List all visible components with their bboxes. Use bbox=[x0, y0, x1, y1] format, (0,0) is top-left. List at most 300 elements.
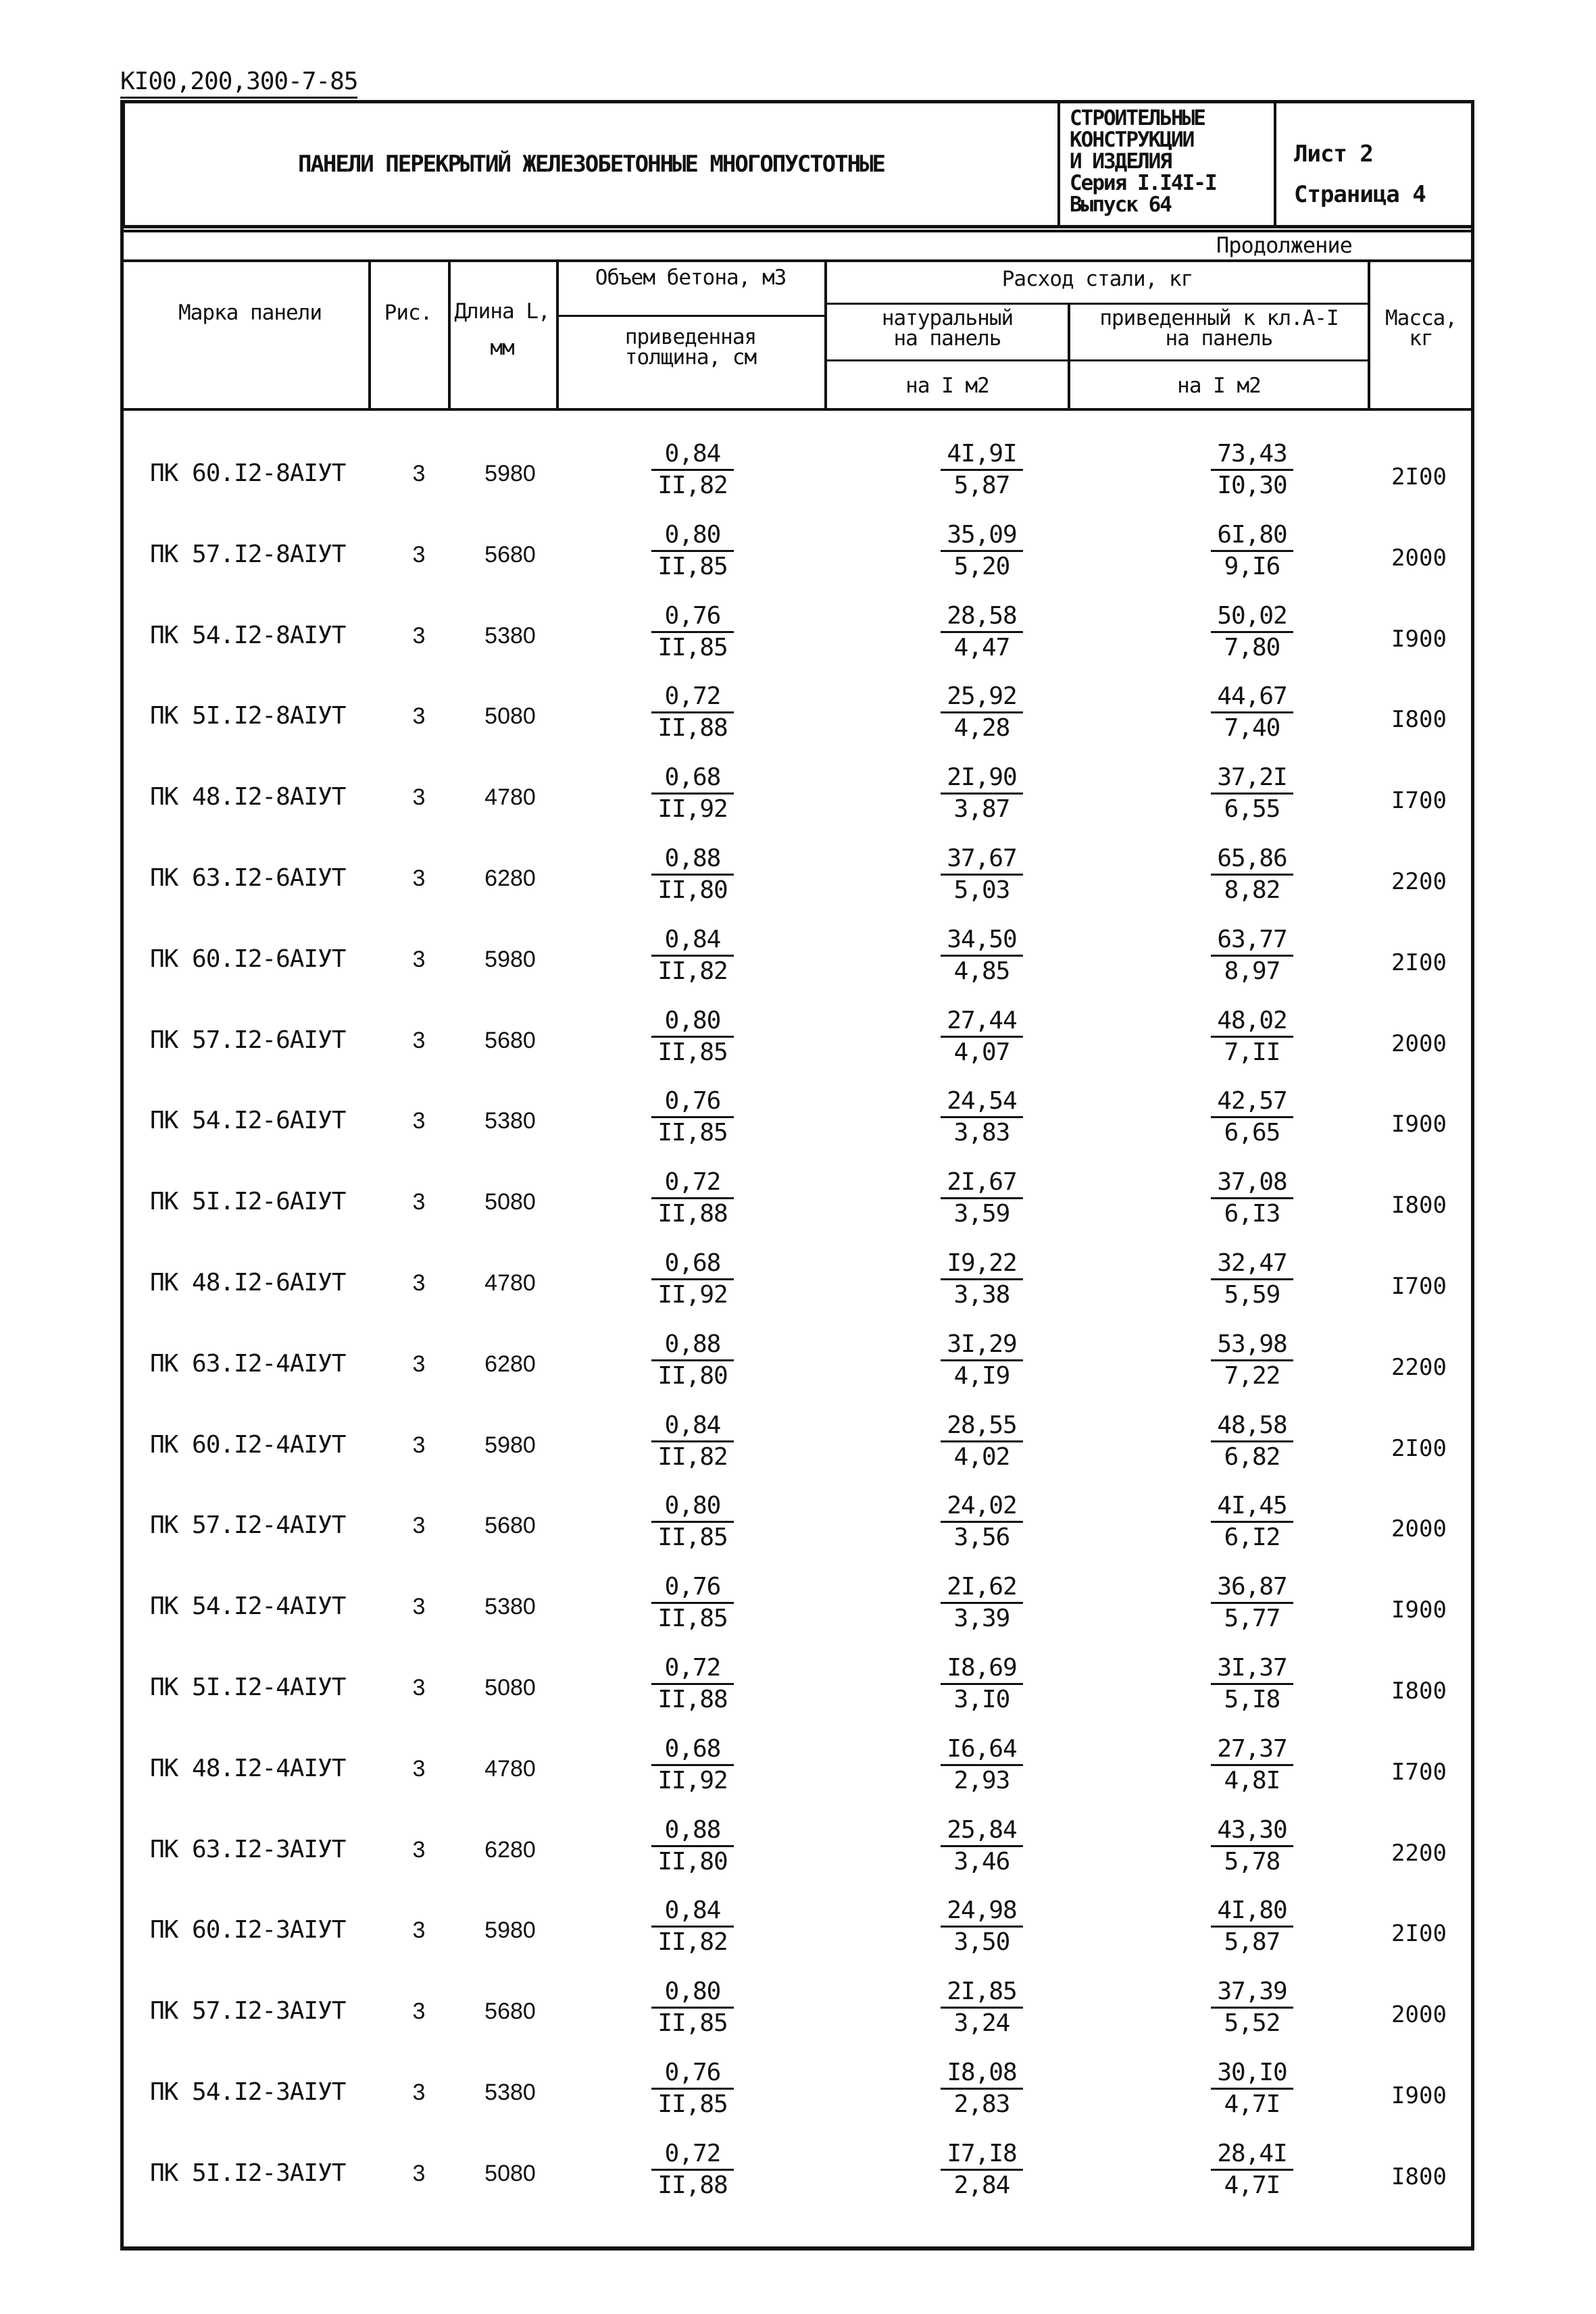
steel-reduced-numerator: 63,77 bbox=[1217, 926, 1287, 953]
steel-reduced-numerator: 27,37 bbox=[1217, 1735, 1287, 1763]
steel-reduced-numerator: 4I,45 bbox=[1217, 1492, 1287, 1519]
figure-number: 3 bbox=[412, 784, 426, 810]
steel-reduced-denominator: 5,87 bbox=[1224, 1928, 1280, 1956]
steel-natural-denominator: 2,93 bbox=[953, 1767, 1010, 1794]
steel-natural-denominator: 3,I0 bbox=[953, 1686, 1010, 1713]
table-row bbox=[122, 1086, 1474, 1161]
figure-number: 3 bbox=[412, 1108, 426, 1134]
steel-reduced-denominator: 4,7I bbox=[1224, 2090, 1280, 2118]
steel-reduced-numerator: 37,39 bbox=[1217, 1978, 1287, 2005]
steel-reduced-denominator: 4,7I bbox=[1224, 2171, 1280, 2199]
concrete-volume-denominator: II,82 bbox=[657, 1928, 728, 1956]
steel-natural-numerator: 28,58 bbox=[947, 602, 1017, 630]
panel-mass: 2000 bbox=[1391, 1030, 1447, 1057]
figure-number: 3 bbox=[412, 623, 426, 649]
table-row bbox=[122, 1491, 1474, 1565]
steel-reduced-denominator: 7,80 bbox=[1224, 634, 1280, 661]
concrete-volume-numerator: 0,80 bbox=[664, 1978, 721, 2005]
steel-natural-numerator: 2I,62 bbox=[947, 1573, 1017, 1601]
concrete-volume-denominator: II,85 bbox=[657, 2009, 728, 2037]
figure-number: 3 bbox=[412, 1351, 426, 1377]
concrete-volume-denominator: II,85 bbox=[657, 1038, 728, 1066]
steel-natural-numerator: 35,09 bbox=[947, 521, 1017, 549]
concrete-volume bbox=[649, 1249, 737, 1310]
steel-reduced bbox=[1208, 1491, 1296, 1553]
concrete-volume-denominator: II,82 bbox=[657, 957, 728, 985]
concrete-volume-denominator: II,92 bbox=[657, 1767, 728, 1794]
concrete-volume bbox=[649, 1653, 737, 1715]
figure-number: 3 bbox=[412, 461, 426, 486]
concrete-volume-denominator: II,85 bbox=[657, 1524, 728, 1551]
table-row bbox=[122, 1815, 1474, 1890]
panel-mark: ПК 63.I2-4АIУТ bbox=[150, 1350, 346, 1378]
table-row bbox=[122, 1977, 1474, 2051]
steel-reduced-denominator: 5,78 bbox=[1224, 1848, 1280, 1876]
header-length-unit: мм bbox=[490, 336, 514, 360]
figure-number: 3 bbox=[412, 542, 426, 568]
concrete-volume-numerator: 0,72 bbox=[664, 1654, 721, 1682]
steel-natural-denominator: 4,28 bbox=[953, 714, 1010, 742]
concrete-volume bbox=[649, 925, 737, 986]
panel-mass: 2I00 bbox=[1391, 949, 1447, 976]
steel-natural bbox=[938, 682, 1026, 743]
steel-reduced-numerator: 50,02 bbox=[1217, 602, 1287, 630]
concrete-volume-denominator: II,85 bbox=[657, 553, 728, 580]
concrete-volume bbox=[649, 1896, 737, 1957]
steel-natural-numerator: 25,92 bbox=[947, 682, 1017, 710]
concrete-volume-numerator: 0,88 bbox=[664, 1816, 721, 1844]
steel-reduced-numerator: 32,47 bbox=[1217, 1249, 1287, 1277]
steel-reduced bbox=[1208, 1734, 1296, 1796]
steel-reduced-numerator: 44,67 bbox=[1217, 682, 1287, 710]
steel-reduced-numerator: 30,I0 bbox=[1217, 2059, 1287, 2086]
steel-reduced bbox=[1208, 2139, 1296, 2200]
header-bottom-rule bbox=[122, 408, 1474, 411]
header-rule bbox=[557, 315, 824, 317]
steel-natural bbox=[938, 844, 1026, 905]
header-length: Длина L, bbox=[454, 299, 550, 324]
header-rule bbox=[826, 359, 1368, 361]
header-reduced: приведенный к кл.А-I bbox=[1099, 306, 1339, 330]
table-row bbox=[122, 682, 1474, 756]
steel-reduced-numerator: 28,4I bbox=[1217, 2140, 1287, 2167]
concrete-volume-numerator: 0,84 bbox=[664, 440, 721, 468]
steel-reduced-numerator: 53,98 bbox=[1217, 1330, 1287, 1358]
header-rule bbox=[826, 303, 1368, 305]
panel-mass: 2200 bbox=[1391, 868, 1447, 895]
steel-natural-numerator: I9,22 bbox=[947, 1249, 1017, 1277]
panel-mark: ПК 63.I2-3АIУТ bbox=[150, 1836, 346, 1863]
steel-reduced-numerator: 36,87 bbox=[1217, 1573, 1287, 1601]
concrete-volume-numerator: 0,76 bbox=[664, 1573, 721, 1601]
figure-number: 3 bbox=[412, 1432, 426, 1458]
steel-reduced bbox=[1208, 1572, 1296, 1634]
concrete-volume-denominator: II,85 bbox=[657, 1605, 728, 1632]
steel-natural-numerator: 24,54 bbox=[947, 1087, 1017, 1115]
steel-reduced-denominator: 5,I8 bbox=[1224, 1686, 1280, 1713]
concrete-volume bbox=[649, 2058, 737, 2119]
panel-mass: 2I00 bbox=[1391, 1435, 1447, 1462]
concrete-volume bbox=[649, 1491, 737, 1553]
steel-reduced-denominator: 6,I3 bbox=[1224, 1200, 1280, 1228]
panel-length: 5380 bbox=[484, 1594, 536, 1619]
header-steel: Расход стали, кг bbox=[1001, 267, 1193, 291]
panel-mark: ПК 48.I2-6АIУТ bbox=[150, 1269, 346, 1297]
concrete-volume bbox=[649, 1086, 737, 1148]
steel-reduced-numerator: 3I,37 bbox=[1217, 1654, 1287, 1682]
steel-reduced bbox=[1208, 520, 1296, 582]
steel-reduced-numerator: 65,86 bbox=[1217, 845, 1287, 872]
panel-length: 5680 bbox=[484, 1998, 536, 2024]
table-row bbox=[122, 763, 1474, 837]
concrete-volume bbox=[649, 1411, 737, 1472]
panel-mass: I900 bbox=[1391, 1596, 1447, 1624]
steel-natural-denominator: 3,83 bbox=[953, 1119, 1010, 1147]
concrete-volume-denominator: II,92 bbox=[657, 795, 728, 823]
steel-natural bbox=[938, 520, 1026, 582]
steel-reduced-denominator: I0,30 bbox=[1217, 472, 1287, 499]
figure-number: 3 bbox=[412, 2080, 426, 2105]
steel-natural bbox=[938, 1977, 1026, 2038]
panel-mark: ПК 60.I2-4АIУТ bbox=[150, 1431, 346, 1459]
steel-natural-numerator: 34,50 bbox=[947, 926, 1017, 953]
concrete-volume bbox=[649, 844, 737, 905]
series-line: КОНСТРУКЦИИ bbox=[1070, 128, 1194, 152]
steel-natural-numerator: 37,67 bbox=[947, 845, 1017, 872]
panel-mass: I700 bbox=[1391, 1759, 1447, 1786]
page-number: Страница 4 bbox=[1294, 181, 1426, 208]
steel-natural bbox=[938, 1572, 1026, 1634]
panel-mass: 2200 bbox=[1391, 1354, 1447, 1381]
steel-reduced-denominator: 8,97 bbox=[1224, 957, 1280, 985]
steel-natural-denominator: 3,39 bbox=[953, 1605, 1010, 1632]
steel-reduced bbox=[1208, 1411, 1296, 1472]
steel-natural bbox=[938, 2058, 1026, 2119]
figure-number: 3 bbox=[412, 1917, 426, 1943]
panel-mark: ПК 5I.I2-8АIУТ bbox=[150, 702, 346, 730]
panel-mark: ПК 5I.I2-4АIУТ bbox=[150, 1674, 346, 1701]
concrete-volume-numerator: 0,80 bbox=[664, 1492, 721, 1519]
concrete-volume-numerator: 0,84 bbox=[664, 1896, 721, 1924]
steel-natural-numerator: 4I,9I bbox=[947, 440, 1017, 468]
steel-reduced bbox=[1208, 1977, 1296, 2038]
steel-natural-denominator: 3,50 bbox=[953, 1928, 1010, 1956]
panel-mark: ПК 5I.I2-6АIУТ bbox=[150, 1188, 346, 1215]
panel-mass: 2000 bbox=[1391, 2001, 1447, 2028]
concrete-volume-numerator: 0,72 bbox=[664, 1168, 721, 1196]
steel-reduced-denominator: 7,22 bbox=[1224, 1362, 1280, 1390]
steel-natural bbox=[938, 1815, 1026, 1877]
column-divider bbox=[448, 261, 451, 409]
panel-mark: ПК 54.I2-3АIУТ bbox=[150, 2078, 346, 2106]
figure-number: 3 bbox=[412, 1270, 426, 1296]
sheet-info bbox=[1294, 134, 1426, 215]
steel-reduced bbox=[1208, 1330, 1296, 1391]
steel-reduced bbox=[1208, 1815, 1296, 1877]
steel-reduced-denominator: 4,8I bbox=[1224, 1767, 1280, 1794]
table-row bbox=[122, 1330, 1474, 1404]
steel-natural-numerator: 2I,67 bbox=[947, 1168, 1017, 1196]
panel-mass: I800 bbox=[1391, 2163, 1447, 2190]
concrete-volume-denominator: II,85 bbox=[657, 1119, 728, 1147]
panel-mass: I800 bbox=[1391, 706, 1447, 733]
steel-reduced bbox=[1208, 439, 1296, 501]
steel-reduced-denominator: 6,I2 bbox=[1224, 1524, 1280, 1551]
steel-natural-denominator: 4,85 bbox=[953, 957, 1010, 985]
steel-reduced-denominator: 7,40 bbox=[1224, 714, 1280, 742]
concrete-volume-numerator: 0,68 bbox=[664, 1735, 721, 1763]
panel-mass: 2200 bbox=[1391, 1840, 1447, 1867]
table-row bbox=[122, 2139, 1474, 2213]
concrete-volume bbox=[649, 1006, 737, 1067]
panel-mass: I800 bbox=[1391, 1192, 1447, 1219]
figure-number: 3 bbox=[412, 703, 426, 729]
steel-natural-numerator: I6,64 bbox=[947, 1735, 1017, 1763]
figure-number: 3 bbox=[412, 1594, 426, 1619]
panel-length: 5980 bbox=[484, 461, 536, 486]
continuation-label: Продолжение bbox=[1216, 232, 1352, 258]
steel-natural-denominator: 4,02 bbox=[953, 1443, 1010, 1471]
concrete-volume bbox=[649, 763, 737, 824]
steel-natural-numerator: 24,98 bbox=[947, 1896, 1017, 1924]
concrete-volume-denominator: II,88 bbox=[657, 714, 728, 742]
panel-length: 4780 bbox=[484, 1756, 536, 1782]
concrete-volume bbox=[649, 1167, 737, 1229]
panel-mass: 2I00 bbox=[1391, 1920, 1447, 1947]
header-natural: натуральный bbox=[881, 306, 1014, 330]
figure-number: 3 bbox=[412, 2161, 426, 2186]
figure-number: 3 bbox=[412, 1756, 426, 1782]
steel-reduced bbox=[1208, 601, 1296, 663]
concrete-volume-numerator: 0,84 bbox=[664, 1411, 721, 1439]
table-row bbox=[122, 1653, 1474, 1728]
panel-mark: ПК 48.I2-8АIУТ bbox=[150, 783, 346, 811]
panel-mark: ПК 60.I2-3АIУТ bbox=[150, 1916, 346, 1944]
steel-natural-denominator: 4,07 bbox=[953, 1038, 1010, 1066]
table-row bbox=[122, 1167, 1474, 1242]
steel-natural-numerator: I7,I8 bbox=[947, 2140, 1017, 2167]
panel-length: 5980 bbox=[484, 1917, 536, 1943]
panel-length: 5380 bbox=[484, 623, 536, 649]
table-row bbox=[122, 1572, 1474, 1646]
steel-reduced-numerator: 48,58 bbox=[1217, 1411, 1287, 1439]
panel-mark: ПК 57.I2-4АIУТ bbox=[150, 1511, 346, 1539]
steel-natural-numerator: I8,69 bbox=[947, 1654, 1017, 1682]
header-concrete: Объем бетона, м3 bbox=[595, 266, 787, 290]
series-line: Серия I.I4I-I bbox=[1070, 171, 1216, 195]
steel-natural bbox=[938, 1491, 1026, 1553]
steel-reduced-denominator: 7,II bbox=[1224, 1038, 1280, 1066]
series-line: СТРОИТЕЛЬНЫЕ bbox=[1070, 106, 1205, 130]
concrete-volume bbox=[649, 1572, 737, 1634]
steel-reduced-denominator: 9,I6 bbox=[1224, 553, 1280, 580]
steel-reduced bbox=[1208, 682, 1296, 743]
panel-length: 4780 bbox=[484, 1270, 536, 1296]
steel-natural-denominator: 3,46 bbox=[953, 1848, 1010, 1876]
header-reduced-2: на панель bbox=[1165, 326, 1273, 351]
title-block bbox=[122, 100, 1474, 228]
steel-natural bbox=[938, 1896, 1026, 1957]
panel-length: 5380 bbox=[484, 1108, 536, 1134]
steel-reduced bbox=[1208, 1896, 1296, 1957]
steel-natural bbox=[938, 1006, 1026, 1067]
figure-number: 3 bbox=[412, 1028, 426, 1053]
table-row bbox=[122, 1411, 1474, 1485]
header-mass-unit: кг bbox=[1409, 326, 1433, 351]
steel-reduced-denominator: 6,55 bbox=[1224, 795, 1280, 823]
steel-natural-denominator: 2,84 bbox=[953, 2171, 1010, 2199]
steel-natural bbox=[938, 1167, 1026, 1229]
steel-natural-denominator: 5,87 bbox=[953, 472, 1010, 499]
panel-mass: 2000 bbox=[1391, 545, 1447, 572]
panel-mark: ПК 57.I2-3АIУТ bbox=[150, 1997, 346, 2025]
steel-reduced-numerator: 43,30 bbox=[1217, 1816, 1287, 1844]
steel-reduced-numerator: 37,08 bbox=[1217, 1168, 1287, 1196]
steel-natural bbox=[938, 1249, 1026, 1310]
panel-length: 5680 bbox=[484, 542, 536, 568]
panel-mass: I900 bbox=[1391, 2082, 1447, 2109]
steel-natural-numerator: 27,44 bbox=[947, 1007, 1017, 1034]
table-row bbox=[122, 2058, 1474, 2132]
series-line: Выпуск 64 bbox=[1070, 193, 1171, 217]
steel-reduced-numerator: 37,2I bbox=[1217, 763, 1287, 791]
steel-natural bbox=[938, 925, 1026, 986]
header-figure: Рис. bbox=[384, 301, 432, 325]
panel-mark: ПК 57.I2-6АIУТ bbox=[150, 1026, 346, 1054]
panel-mark: ПК 48.I2-4АIУТ bbox=[150, 1755, 346, 1782]
concrete-volume-denominator: II,82 bbox=[657, 472, 728, 499]
steel-reduced bbox=[1208, 2058, 1296, 2119]
steel-reduced bbox=[1208, 844, 1296, 905]
concrete-volume-numerator: 0,76 bbox=[664, 602, 721, 630]
concrete-volume-denominator: II,92 bbox=[657, 1281, 728, 1309]
document-code: КI00,200,300-7-85 bbox=[120, 68, 357, 99]
steel-natural-denominator: 3,59 bbox=[953, 1200, 1010, 1228]
panel-length: 5980 bbox=[484, 947, 536, 972]
table-row bbox=[122, 601, 1474, 676]
panel-mark: ПК 54.I2-8АIУТ bbox=[150, 622, 346, 649]
steel-natural bbox=[938, 1734, 1026, 1796]
steel-natural-numerator: 24,02 bbox=[947, 1492, 1017, 1519]
steel-natural-denominator: 3,87 bbox=[953, 795, 1010, 823]
concrete-volume-numerator: 0,84 bbox=[664, 926, 721, 953]
panel-mark: ПК 63.I2-6АIУТ bbox=[150, 864, 346, 892]
figure-number: 3 bbox=[412, 1837, 426, 1863]
panel-mark: ПК 54.I2-6АIУТ bbox=[150, 1107, 346, 1134]
steel-reduced-numerator: 6I,80 bbox=[1217, 521, 1287, 549]
concrete-volume bbox=[649, 520, 737, 582]
panel-length: 5080 bbox=[484, 2161, 536, 2186]
header-top-rule bbox=[122, 259, 1474, 262]
panel-length: 5380 bbox=[484, 2080, 536, 2105]
concrete-volume-numerator: 0,88 bbox=[664, 845, 721, 872]
steel-natural bbox=[938, 1653, 1026, 1715]
panel-length: 5080 bbox=[484, 703, 536, 729]
sheet-number: Лист 2 bbox=[1294, 141, 1373, 168]
steel-reduced-numerator: 73,43 bbox=[1217, 440, 1287, 468]
panel-mark: ПК 60.I2-6АIУТ bbox=[150, 945, 346, 973]
concrete-volume-denominator: II,88 bbox=[657, 1200, 728, 1228]
steel-natural-denominator: 2,83 bbox=[953, 2090, 1010, 2118]
steel-reduced bbox=[1208, 763, 1296, 824]
steel-natural bbox=[938, 763, 1026, 824]
panel-length: 5080 bbox=[484, 1675, 536, 1701]
concrete-volume-denominator: II,80 bbox=[657, 1362, 728, 1390]
steel-natural-denominator: 3,38 bbox=[953, 1281, 1010, 1309]
panel-length: 5680 bbox=[484, 1028, 536, 1053]
concrete-volume bbox=[649, 1815, 737, 1877]
steel-natural-numerator: 28,55 bbox=[947, 1411, 1017, 1439]
concrete-volume-denominator: II,80 bbox=[657, 1848, 728, 1876]
concrete-volume-numerator: 0,72 bbox=[664, 682, 721, 710]
series-line: И ИЗДЕЛИЯ bbox=[1070, 149, 1171, 174]
column-divider bbox=[368, 261, 371, 409]
steel-reduced-denominator: 8,82 bbox=[1224, 876, 1280, 904]
header-per-m2: на I м2 bbox=[905, 374, 989, 398]
table-row bbox=[122, 925, 1474, 999]
panel-length: 5680 bbox=[484, 1513, 536, 1538]
steel-natural-denominator: 5,20 bbox=[953, 553, 1010, 580]
panel-length: 5980 bbox=[484, 1432, 536, 1458]
table-row bbox=[122, 520, 1474, 595]
figure-number: 3 bbox=[412, 947, 426, 972]
document-title: ПАНЕЛИ ПЕРЕКРЫТИЙ ЖЕЛЕЗОБЕТОННЫЕ МНОГОПУСТОТНЫЕ bbox=[297, 151, 885, 178]
figure-number: 3 bbox=[412, 1513, 426, 1538]
concrete-volume-denominator: II,88 bbox=[657, 1686, 728, 1713]
concrete-volume-numerator: 0,76 bbox=[664, 2059, 721, 2086]
panel-length: 5080 bbox=[484, 1189, 536, 1215]
panel-mark: ПК 5I.I2-3АIУТ bbox=[150, 2159, 346, 2187]
table-row bbox=[122, 1249, 1474, 1323]
steel-natural bbox=[938, 1330, 1026, 1391]
table-row bbox=[122, 1896, 1474, 1970]
steel-reduced-denominator: 6,65 bbox=[1224, 1119, 1280, 1147]
header-natural-2: на панель bbox=[893, 326, 1001, 351]
header-mass: Масса, bbox=[1385, 306, 1457, 330]
steel-natural-denominator: 4,I9 bbox=[953, 1362, 1010, 1390]
steel-reduced bbox=[1208, 1086, 1296, 1148]
steel-reduced bbox=[1208, 1006, 1296, 1067]
concrete-volume-numerator: 0,80 bbox=[664, 521, 721, 549]
steel-reduced-denominator: 6,82 bbox=[1224, 1443, 1280, 1471]
steel-natural bbox=[938, 601, 1026, 663]
steel-natural-denominator: 3,56 bbox=[953, 1524, 1010, 1551]
header-mark: Марка панели bbox=[178, 301, 322, 325]
divider bbox=[1274, 103, 1276, 225]
concrete-volume bbox=[649, 1977, 737, 2038]
steel-reduced bbox=[1208, 925, 1296, 986]
concrete-volume-denominator: II,80 bbox=[657, 876, 728, 904]
panel-mass: I900 bbox=[1391, 1111, 1447, 1138]
concrete-volume-denominator: II,82 bbox=[657, 1443, 728, 1471]
panel-length: 6280 bbox=[484, 865, 536, 891]
concrete-volume-denominator: II,85 bbox=[657, 634, 728, 661]
steel-natural bbox=[938, 1086, 1026, 1148]
steel-natural-denominator: 5,03 bbox=[953, 876, 1010, 904]
divider bbox=[1057, 103, 1060, 225]
panel-mass: I800 bbox=[1391, 1678, 1447, 1705]
concrete-volume-numerator: 0,68 bbox=[664, 1249, 721, 1277]
concrete-volume-numerator: 0,80 bbox=[664, 1007, 721, 1034]
panel-length: 4780 bbox=[484, 784, 536, 810]
figure-number: 3 bbox=[412, 1998, 426, 2024]
panel-mass: I900 bbox=[1391, 626, 1447, 653]
steel-natural-numerator: 2I,85 bbox=[947, 1978, 1017, 2005]
figure-number: 3 bbox=[412, 1675, 426, 1701]
steel-reduced-numerator: 42,57 bbox=[1217, 1087, 1287, 1115]
figure-number: 3 bbox=[412, 865, 426, 891]
concrete-volume-numerator: 0,88 bbox=[664, 1330, 721, 1358]
